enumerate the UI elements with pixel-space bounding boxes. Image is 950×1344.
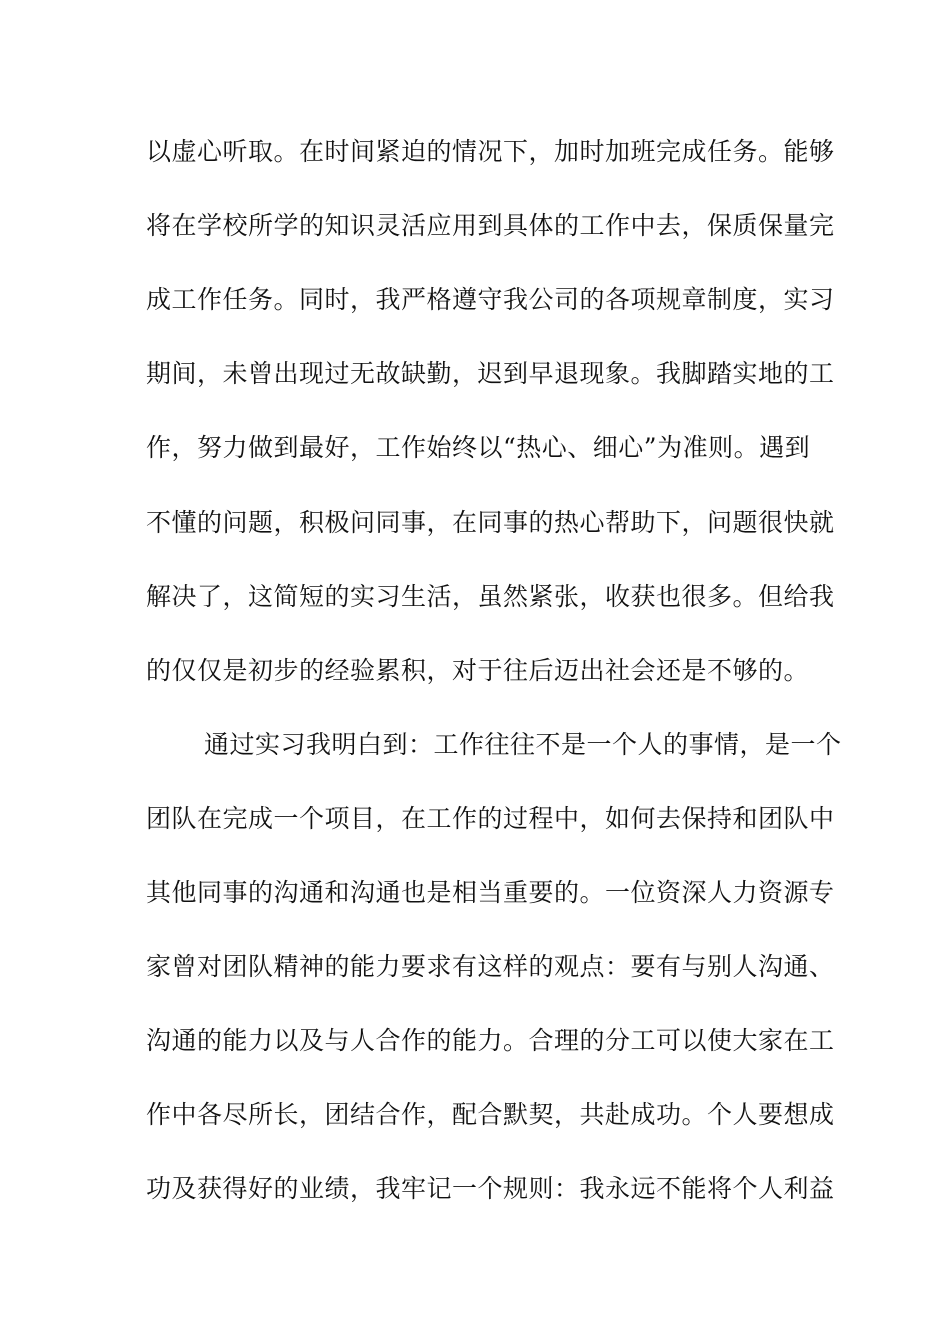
paragraph-line: 作中各尽所长，团结合作，配合默契，共赴成功。个人要想成 <box>146 1100 835 1129</box>
paragraph-line: 作，努力做到最好，工作始终以“热心、细心”为准则。遇到 <box>146 433 811 462</box>
paragraph-line: 将在学校所学的知识灵活应用到具体的工作中去，保质保量完 <box>146 211 835 240</box>
paragraph-line: 的仅仅是初步的经验累积，对于往后迈出社会还是不够的。 <box>146 656 810 685</box>
paragraph-line: 不懂的问题，积极问同事，在同事的热心帮助下，问题很快就 <box>146 508 835 537</box>
paragraph-line: 其他同事的沟通和沟通也是相当重要的。一位资深人力资源专 <box>146 878 835 907</box>
paragraph-line: 成工作任务。同时，我严格遵守我公司的各项规章制度，实习 <box>146 285 835 314</box>
paragraph-line: 家曾对团队精神的能力要求有这样的观点：要有与别人沟通、 <box>146 952 835 981</box>
paragraph-line: 沟通的能力以及与人合作的能力。合理的分工可以使大家在工 <box>146 1026 835 1055</box>
paragraph-line: 解决了，这简短的实习生活，虽然紧张，收获也很多。但给我 <box>146 582 835 611</box>
paragraph-line: 通过实习我明白到：工作往往不是一个人的事情，是一个 <box>204 730 842 759</box>
paragraph-line: 团队在完成一个项目，在工作的过程中，如何去保持和团队中 <box>146 804 835 833</box>
paragraph-line: 以虚心听取。在时间紧迫的情况下，加时加班完成任务。能够 <box>146 137 835 166</box>
paragraph-line: 期间，未曾出现过无故缺勤，迟到早退现象。我脚踏实地的工 <box>146 359 835 388</box>
paragraph-line: 功及获得好的业绩，我牢记一个规则：我永远不能将个人利益 <box>146 1174 835 1203</box>
